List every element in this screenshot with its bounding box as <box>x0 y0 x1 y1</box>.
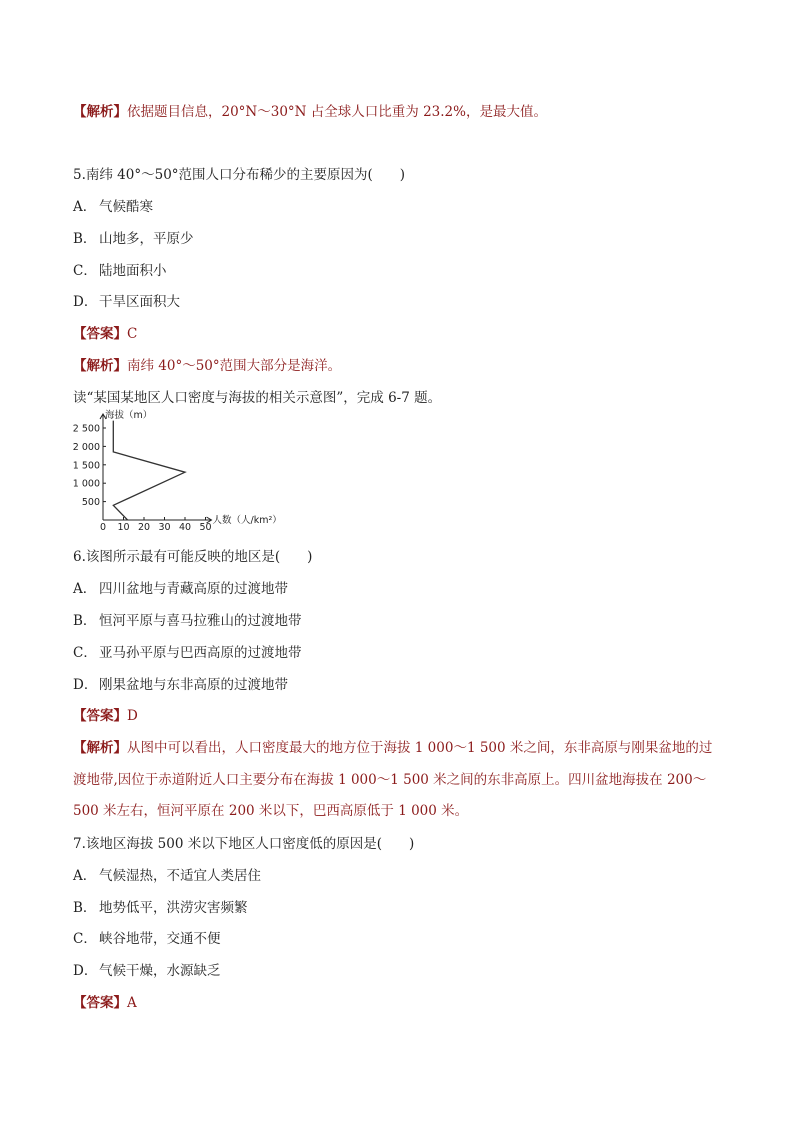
option-key: B． <box>73 231 97 247</box>
y-tick-label: 1 500 <box>72 460 100 472</box>
question-5-option-d <box>73 292 180 312</box>
option-text: 气候干燥，水源缺乏 <box>99 963 221 979</box>
y-tick-label: 500 <box>81 497 100 509</box>
x-tick-label: 0 <box>99 522 107 533</box>
question-6-analysis <box>73 733 723 828</box>
option-key: A． <box>73 581 97 597</box>
question-7-stem: 7.该地区海拔 500 米以下地区人口密度低的原因是( ) <box>73 836 415 852</box>
option-key: D． <box>73 294 98 310</box>
analysis-tag: 【解析】 <box>73 104 127 120</box>
option-key: B． <box>73 900 97 916</box>
question-6-option-d <box>73 675 288 695</box>
option-text: 干旱区面积大 <box>99 294 180 310</box>
question-6-option-b <box>73 611 302 631</box>
option-key: C． <box>73 931 97 947</box>
question-7-option-c <box>73 929 221 949</box>
y-tick-label: 2 500 <box>72 423 100 435</box>
question-5-option-c <box>73 261 167 281</box>
answer-tag: 【答案】 <box>73 326 127 342</box>
option-text: 气候湿热，不适宜人类居住 <box>99 868 261 884</box>
analysis-text: 依据题目信息，20°N～30°N 占全球人口比重为 23.2%，是最大值。 <box>127 104 547 120</box>
question-5-option-a <box>73 197 153 217</box>
option-text: 陆地面积小 <box>99 263 167 279</box>
option-key: A． <box>73 868 97 884</box>
question-6-option-a <box>73 579 288 599</box>
answer-value: D <box>127 708 138 724</box>
question-6-stem: 6.该图所示最有可能反映的地区是( ) <box>73 549 313 565</box>
x-axis-label: 人数（人/km²） <box>212 515 282 526</box>
x-tick-label: 50 <box>199 522 212 533</box>
y-tick-label: 1 000 <box>72 478 100 490</box>
option-key: B． <box>73 613 97 629</box>
y-axis-label: 海拔（m） <box>105 410 153 421</box>
option-text: 亚马孙平原与巴西高原的过渡地带 <box>99 645 302 661</box>
answer-tag: 【答案】 <box>73 708 127 724</box>
analysis-tag: 【解析】 <box>73 358 127 374</box>
question-5-analysis <box>73 356 341 376</box>
option-text: 气候酷寒 <box>99 199 153 215</box>
option-text: 刚果盆地与东非高原的过渡地带 <box>99 677 288 693</box>
x-tick-label: 20 <box>137 522 151 533</box>
question-5-option-b <box>73 229 194 249</box>
option-key: A． <box>73 199 97 215</box>
answer-value: C <box>127 326 138 342</box>
answer-tag: 【答案】 <box>73 995 127 1011</box>
answer-value: A <box>127 995 137 1011</box>
y-tick-label: 2 000 <box>72 441 100 453</box>
question-6-option-c <box>73 643 302 663</box>
analysis-q4 <box>73 102 547 122</box>
option-text: 地势低平，洪涝灾害频繁 <box>99 900 248 916</box>
chart-intro: 读“某国某地区人口密度与海拔的相关示意图”，完成 6-7 题。 <box>73 390 442 406</box>
option-text: 恒河平原与喜马拉雅山的过渡地带 <box>99 613 302 629</box>
question-7-option-a <box>73 866 261 886</box>
x-tick-label: 40 <box>178 522 192 533</box>
question-6-answer <box>73 706 138 726</box>
question-7-option-d <box>73 961 221 981</box>
option-key: C． <box>73 263 97 279</box>
question-7-option-b <box>73 898 248 918</box>
option-key: C． <box>73 645 97 661</box>
analysis-text: 南纬 40°～50°范围大部分是海洋。 <box>127 358 342 374</box>
population-altitude-chart <box>72 410 302 533</box>
option-text: 峡谷地带，交通不便 <box>99 931 221 947</box>
x-tick-label: 10 <box>117 522 130 533</box>
option-key: D． <box>73 677 98 693</box>
option-key: D． <box>73 963 98 979</box>
analysis-text: 从图中可以看出，人口密度最大的地方位于海拔 1 000～1 500 米之间，东非高原与刚果盆地的过渡地带,因位于赤道附近人口主要分布在海拔 1 000～1 500 米之间的东非高原上。四川盆地海拔在 200～500 米左右，恒河平原在 200 米以下，巴西高原低于 1 000 米。 <box>73 740 713 819</box>
question-5-stem: 5.南纬 40°～50°范围人口分布稀少的主要原因为( ) <box>73 167 406 183</box>
density-line <box>113 421 185 520</box>
option-text: 山地多，平原少 <box>99 231 194 247</box>
analysis-tag: 【解析】 <box>73 740 127 756</box>
x-tick-label: 30 <box>158 522 171 533</box>
question-5-answer <box>73 324 137 344</box>
option-text: 四川盆地与青藏高原的过渡地带 <box>99 581 288 597</box>
question-7-answer <box>73 993 137 1013</box>
